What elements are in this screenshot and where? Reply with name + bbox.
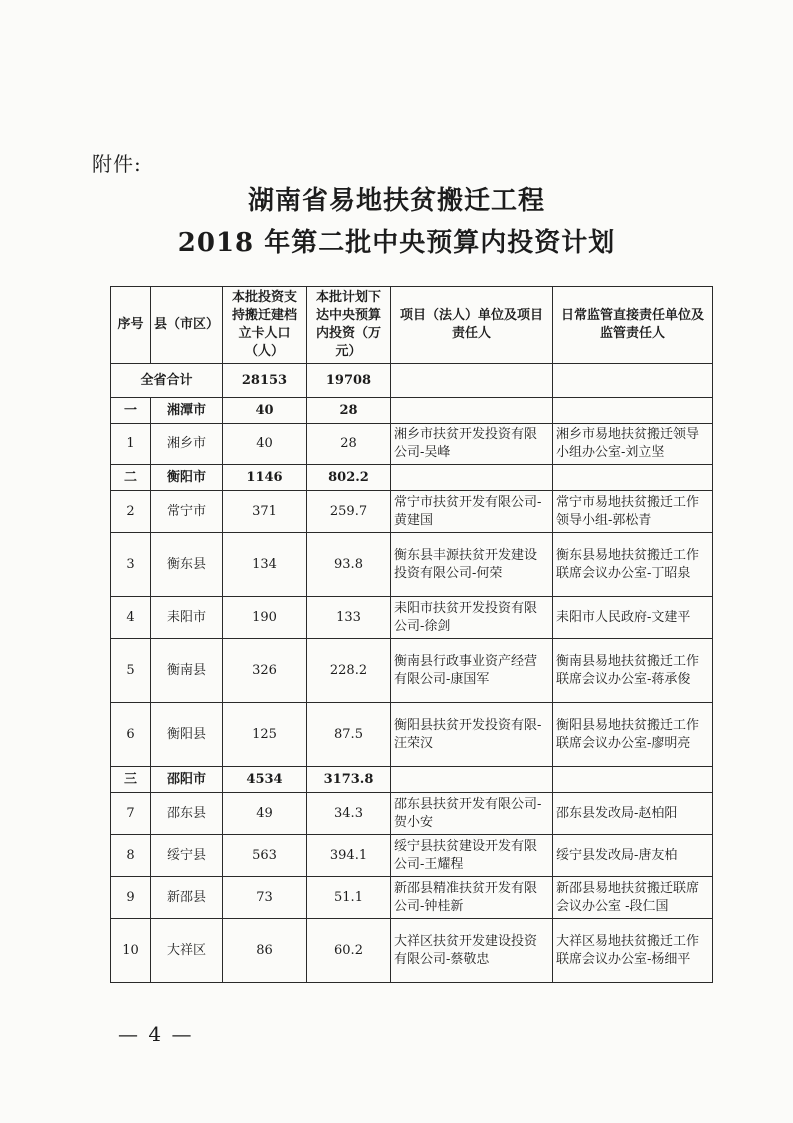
project-unit: 绥宁县扶贫建设开发有限公司-王耀程	[391, 835, 553, 877]
group-row	[111, 767, 713, 793]
project-unit: 衡阳县扶贫开发投资有限-汪荣汉	[391, 703, 553, 767]
row-number: 10	[111, 919, 151, 983]
table-header-row	[111, 287, 713, 364]
project-unit: 常宁市扶贫开发有限公司-黄建国	[391, 491, 553, 533]
project-unit: 衡南县行政事业资产经营有限公司-康国军	[391, 639, 553, 703]
supervisor-unit: 新邵县易地扶贫搬迁联席会议办公室 -段仁国	[553, 877, 713, 919]
row-number: 9	[111, 877, 151, 919]
county-name: 衡阳市	[151, 465, 223, 491]
supervisor-unit: 耒阳市人民政府-文建平	[553, 597, 713, 639]
column-header-population: 本批投资支持搬迁建档立卡人口（人）	[223, 287, 307, 364]
county-name: 耒阳市	[151, 597, 223, 639]
total-label: 全省合计	[111, 364, 223, 398]
table-row	[111, 877, 713, 919]
supervisor-unit: 大祥区易地扶贫搬迁工作联席会议办公室-杨细平	[553, 919, 713, 983]
investment-value: 28	[307, 424, 391, 465]
table-row	[111, 491, 713, 533]
investment-value: 259.7	[307, 491, 391, 533]
row-number: 7	[111, 793, 151, 835]
document-title-line-2: 2018 年第二批中央预算内投资计划	[177, 228, 616, 258]
table-row	[111, 919, 713, 983]
row-number: 5	[111, 639, 151, 703]
column-header-project-unit: 项目（法人）单位及项目责任人	[391, 287, 553, 364]
investment-value: 133	[307, 597, 391, 639]
investment-value: 93.8	[307, 533, 391, 597]
county-name: 衡东县	[151, 533, 223, 597]
project-unit: 邵东县扶贫开发有限公司-贺小安	[391, 793, 553, 835]
population-value: 40	[223, 424, 307, 465]
row-number: 2	[111, 491, 151, 533]
project-unit: 新邵县精准扶贫开发有限公司-钟桂新	[391, 877, 553, 919]
column-header-county: 县（市区）	[151, 287, 223, 364]
investment-value: 87.5	[307, 703, 391, 767]
county-name: 衡南县	[151, 639, 223, 703]
supervisor-unit: 衡东县易地扶贫搬迁工作联席会议办公室-丁昭泉	[553, 533, 713, 597]
supervisor-unit	[553, 465, 713, 491]
population-value: 4534	[223, 767, 307, 793]
total-row	[111, 364, 713, 398]
table-row	[111, 597, 713, 639]
county-name: 邵阳市	[151, 767, 223, 793]
supervisor-unit: 衡阳县易地扶贫搬迁工作联席会议办公室-廖明亮	[553, 703, 713, 767]
supervisor-unit: 绥宁县发改局-唐友柏	[553, 835, 713, 877]
row-number: 6	[111, 703, 151, 767]
document-title-line-1: 湖南省易地扶贫搬迁工程	[247, 186, 545, 216]
population-value: 125	[223, 703, 307, 767]
row-number: 8	[111, 835, 151, 877]
investment-value: 60.2	[307, 919, 391, 983]
population-value: 190	[223, 597, 307, 639]
population-value: 49	[223, 793, 307, 835]
project-unit	[391, 398, 553, 424]
county-name: 大祥区	[151, 919, 223, 983]
table-row	[111, 533, 713, 597]
supervisor-unit: 常宁市易地扶贫搬迁工作领导小组-郭松青	[553, 491, 713, 533]
population-value: 40	[223, 398, 307, 424]
county-name: 绥宁县	[151, 835, 223, 877]
column-header-supervisor: 日常监管直接责任单位及监管责任人	[553, 287, 713, 364]
population-value: 134	[223, 533, 307, 597]
total-supervisor-cell	[553, 364, 713, 398]
supervisor-unit: 邵东县发改局-赵柏阳	[553, 793, 713, 835]
column-header-investment: 本批计划下达中央预算内投资（万元）	[307, 287, 391, 364]
project-unit: 湘乡市扶贫开发投资有限公司-吴峰	[391, 424, 553, 465]
county-name: 新邵县	[151, 877, 223, 919]
row-number: 一	[111, 398, 151, 424]
table-row	[111, 793, 713, 835]
supervisor-unit: 湘乡市易地扶贫搬迁领导小组办公室-刘立坚	[553, 424, 713, 465]
population-value: 563	[223, 835, 307, 877]
project-unit: 耒阳市扶贫开发投资有限公司-徐剑	[391, 597, 553, 639]
table-row	[111, 835, 713, 877]
supervisor-unit	[553, 767, 713, 793]
county-name: 湘乡市	[151, 424, 223, 465]
row-number: 三	[111, 767, 151, 793]
supervisor-unit: 衡南县易地扶贫搬迁工作联席会议办公室-蒋承俊	[553, 639, 713, 703]
investment-value: 34.3	[307, 793, 391, 835]
table-row	[111, 424, 713, 465]
population-value: 73	[223, 877, 307, 919]
investment-value: 51.1	[307, 877, 391, 919]
column-header-no: 序号	[111, 287, 151, 364]
county-name: 湘潭市	[151, 398, 223, 424]
supervisor-unit	[553, 398, 713, 424]
investment-plan-table	[110, 286, 713, 983]
row-number: 二	[111, 465, 151, 491]
total-investment: 19708	[307, 364, 391, 398]
row-number: 1	[111, 424, 151, 465]
investment-value: 28	[307, 398, 391, 424]
population-value: 326	[223, 639, 307, 703]
row-number: 3	[111, 533, 151, 597]
project-unit	[391, 465, 553, 491]
population-value: 86	[223, 919, 307, 983]
group-row	[111, 465, 713, 491]
investment-value: 802.2	[307, 465, 391, 491]
population-value: 1146	[223, 465, 307, 491]
total-population: 28153	[223, 364, 307, 398]
total-unit-cell	[391, 364, 553, 398]
project-unit: 衡东县丰源扶贫开发建设投资有限公司-何荣	[391, 533, 553, 597]
county-name: 衡阳县	[151, 703, 223, 767]
row-number: 4	[111, 597, 151, 639]
attachment-label: 附件:	[92, 152, 142, 176]
page-number: — 4 —	[118, 1022, 194, 1046]
investment-value: 3173.8	[307, 767, 391, 793]
table-row	[111, 703, 713, 767]
investment-value: 228.2	[307, 639, 391, 703]
project-unit	[391, 767, 553, 793]
table-row	[111, 639, 713, 703]
population-value: 371	[223, 491, 307, 533]
county-name: 常宁市	[151, 491, 223, 533]
county-name: 邵东县	[151, 793, 223, 835]
project-unit: 大祥区扶贫开发建设投资有限公司-蔡敬忠	[391, 919, 553, 983]
investment-value: 394.1	[307, 835, 391, 877]
group-row	[111, 398, 713, 424]
